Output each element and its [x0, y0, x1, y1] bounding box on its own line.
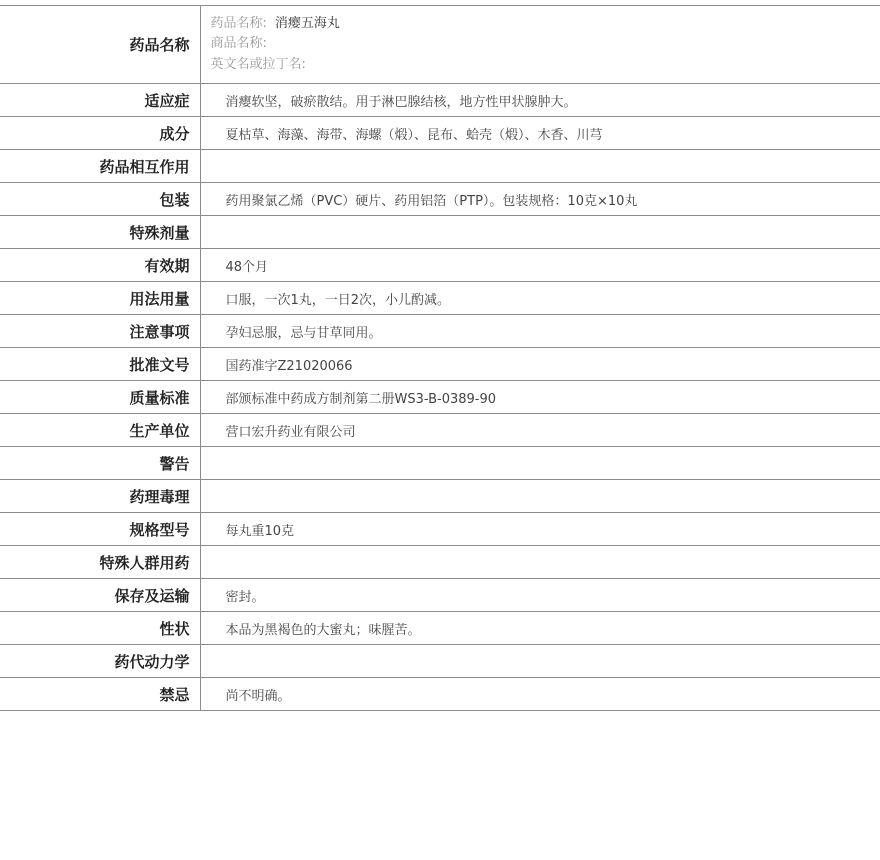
generic-name-value: 消瘿五海丸: [274, 15, 340, 31]
generic-name-key: 药品名称:: [210, 15, 267, 31]
table-row: [0, 645, 880, 678]
row-label: 特殊人群用药: [0, 546, 200, 579]
table-row: [0, 183, 880, 216]
row-value: 夏枯草、海藻、海带、海螺（煅）、昆布、蛤壳（煅）、木香、川芎: [200, 117, 880, 150]
table-row: [0, 447, 880, 480]
row-label: 药品名称: [0, 6, 200, 84]
trade-name-key: 商品名称:: [210, 36, 267, 52]
row-value: [200, 645, 880, 678]
table-row: [0, 546, 880, 579]
row-label: 禁忌: [0, 678, 200, 711]
table-row: [0, 579, 880, 612]
table-row: [0, 150, 880, 183]
row-label: 警告: [0, 447, 200, 480]
row-value: 营口宏升药业有限公司: [200, 414, 880, 447]
table-row: [0, 414, 880, 447]
table-row: [0, 348, 880, 381]
row-value: 国药准字Z21020066: [200, 348, 880, 381]
row-value: 每丸重10克: [200, 513, 880, 546]
row-value: 48个月: [200, 249, 880, 282]
row-value: 消瘿软坚，破瘀散结。用于淋巴腺结核，地方性甲状腺肿大。: [200, 84, 880, 117]
row-value: [200, 216, 880, 249]
row-label: 包装: [0, 183, 200, 216]
table-row: [0, 480, 880, 513]
row-value: 密封。: [200, 579, 880, 612]
drug-name-values: [200, 6, 880, 84]
trade-name-line: [211, 34, 880, 55]
row-value: 本品为黑褐色的大蜜丸；味腥苦。: [200, 612, 880, 645]
row-label: 适应症: [0, 84, 200, 117]
row-value: [200, 447, 880, 480]
table-row: [0, 513, 880, 546]
table-row: [0, 117, 880, 150]
row-label: 有效期: [0, 249, 200, 282]
row-value: [200, 480, 880, 513]
row-value: 部颁标准中药成方制剂第二册WS3-B-0389-90: [200, 381, 880, 414]
row-label: 药代动力学: [0, 645, 200, 678]
row-label: 用法用量: [0, 282, 200, 315]
row-value: [200, 150, 880, 183]
row-label: 质量标准: [0, 381, 200, 414]
row-label: 成分: [0, 117, 200, 150]
row-value: 口服，一次1丸，一日2次，小儿酌减。: [200, 282, 880, 315]
table-row: [0, 282, 880, 315]
table-row: [0, 249, 880, 282]
table-row-drug-name: [0, 6, 880, 84]
row-value: 尚不明确。: [200, 678, 880, 711]
row-label: 保存及运输: [0, 579, 200, 612]
row-value: 药用聚氯乙烯（PVC）硬片、药用铝箔（PTP）。包装规格：10克×10丸: [200, 183, 880, 216]
table-row: [0, 381, 880, 414]
drug-spec-table: [0, 5, 880, 711]
row-label: 注意事项: [0, 315, 200, 348]
table-row: [0, 216, 880, 249]
row-label: 特殊剂量: [0, 216, 200, 249]
row-label: 批准文号: [0, 348, 200, 381]
latin-name-key: 英文名或拉丁名:: [210, 56, 306, 72]
latin-name-line: [211, 55, 880, 76]
row-value: [200, 546, 880, 579]
row-label: 生产单位: [0, 414, 200, 447]
generic-name-line: [211, 14, 880, 35]
table-row: [0, 84, 880, 117]
table-row: [0, 612, 880, 645]
table-row: [0, 315, 880, 348]
row-label: 规格型号: [0, 513, 200, 546]
row-label: 性状: [0, 612, 200, 645]
row-label: 药理毒理: [0, 480, 200, 513]
row-value: 孕妇忌服，忌与甘草同用。: [200, 315, 880, 348]
row-label: 药品相互作用: [0, 150, 200, 183]
table-row: [0, 678, 880, 711]
